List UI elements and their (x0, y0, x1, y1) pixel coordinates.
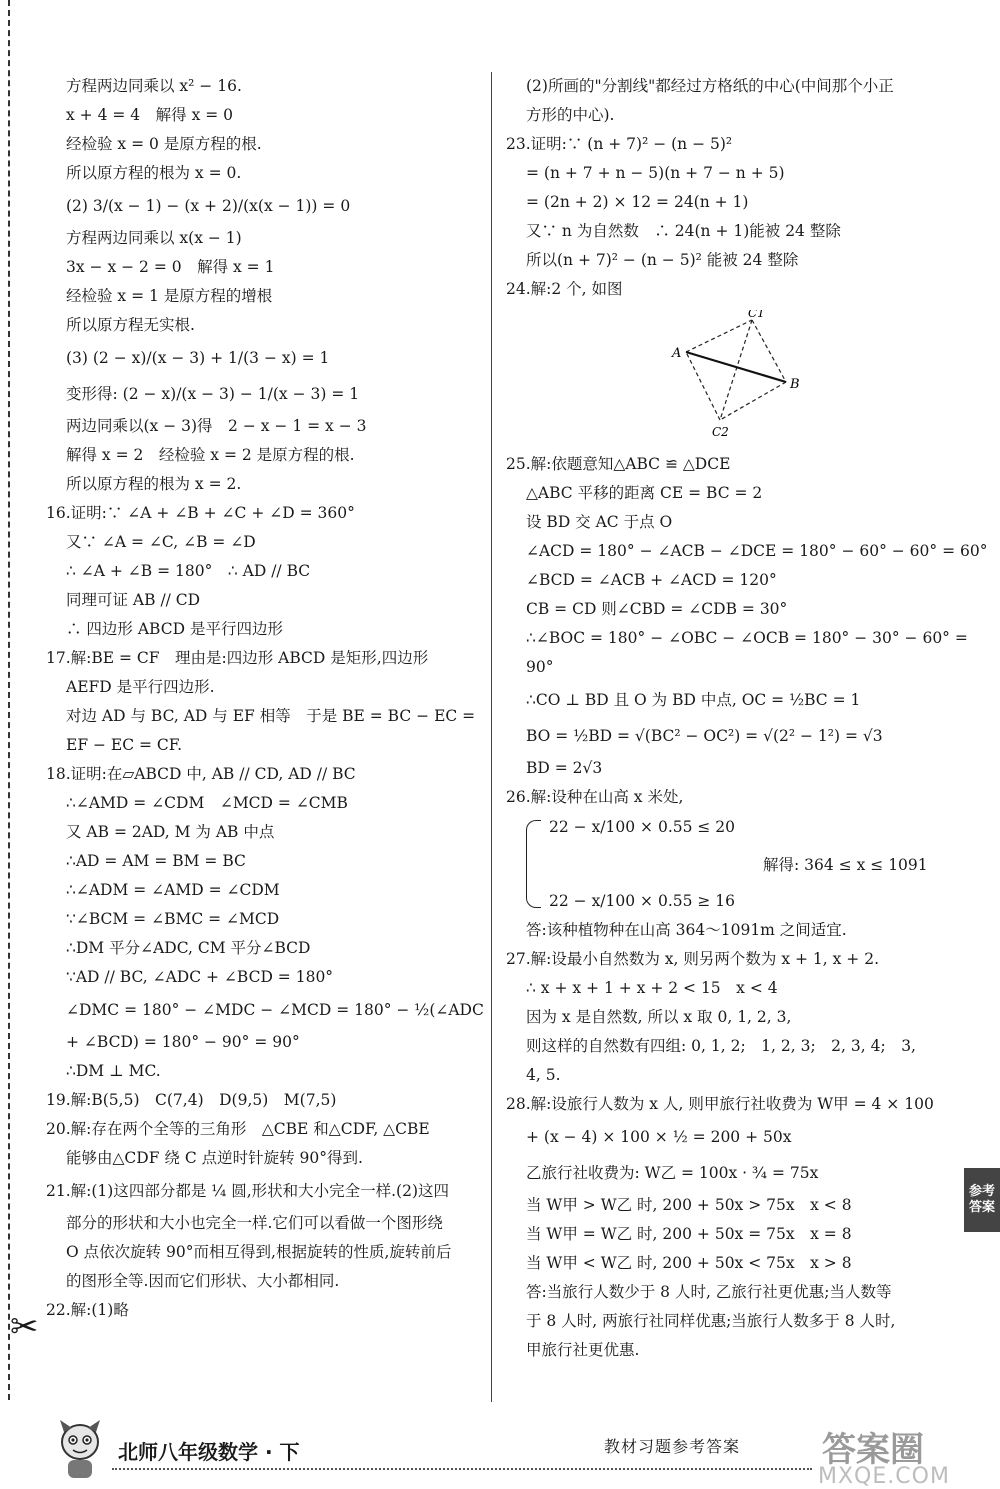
text-line: 对边 AD 与 BC, AD 与 EF 相等 于是 BE = BC − EC = (66, 707, 476, 725)
text-line: (3) (2 − x)/(x − 3) + 1/(3 − x) = 1 (66, 349, 330, 367)
rhombus-figure (670, 310, 800, 440)
column-divider (491, 72, 492, 1402)
inequality-row: 22 − x/100 × 0.55 ≤ 20 (549, 818, 736, 836)
text-line: 又∵ n 为自然数 ∴ 24(n + 1)能被 24 整除 (526, 222, 841, 240)
text-line: ∠BCD = ∠ACB + ∠ACD = 120° (526, 571, 777, 589)
book-title: 北师八年级数学 · 下 (118, 1440, 300, 1464)
cut-line (8, 0, 10, 1400)
watermark-url: MXQE.COM (818, 1464, 950, 1489)
text-line: 方形的中心). (526, 106, 615, 124)
text-line: 甲旅行社更优惠. (526, 1341, 640, 1359)
text-line: ∴ x + x + 1 + x + 2 < 15 x < 4 (526, 979, 778, 997)
inequality-system (526, 812, 948, 916)
system-result: 解得: 364 ≤ x ≤ 1091 (763, 856, 928, 874)
text-line: 两边同乘以(x − 3)得 2 − x − 1 = x − 3 (66, 417, 367, 435)
text-line: x + 4 = 4 解得 x = 0 (66, 106, 234, 124)
text-line: ∴∠AMD = ∠CDM ∠MCD = ∠CMB (66, 794, 348, 812)
text-line: = (n + 7 + n − 5)(n + 7 − n + 5) (526, 164, 785, 182)
text-line: 变形得: (2 − x)/(x − 3) − 1/(x − 3) = 1 (66, 385, 360, 403)
text-line: ∵AD // BC, ∠ADC + ∠BCD = 180° (66, 968, 334, 986)
text-line: ∴CO ⊥ BD 且 O 为 BD 中点, OC = ½BC = 1 (526, 691, 861, 709)
text-line: ∴DM 平分∠ADC, CM 平分∠BCD (66, 939, 311, 957)
page-footer (0, 1410, 1000, 1489)
mascot-icon (56, 1418, 104, 1482)
text-line: 当 W甲 < W乙 时, 200 + 50x < 75x x > 8 (526, 1254, 852, 1272)
label-c1: C1 (748, 310, 765, 320)
text-line: ∵∠BCM = ∠BMC = ∠MCD (66, 910, 280, 928)
text-line: 所以原方程的根为 x = 0. (66, 164, 242, 182)
text-line: 能够由△CDF 绕 C 点逆时针旋转 90°得到. (66, 1149, 363, 1167)
label-c2: C2 (712, 425, 729, 439)
text-line: 26.解:设种在山高 x 米处, (506, 788, 684, 806)
footer-dotted-line (112, 1468, 812, 1470)
text-line: 28.解:设旅行人数为 x 人, 则甲旅行社收费为 W甲 = 4 × 100 (506, 1095, 934, 1113)
text-line: 经检验 x = 0 是原方程的根. (66, 135, 262, 153)
text-line: 于 8 人时, 两旅行社同样优惠;当旅行人数多于 8 人时, (526, 1312, 896, 1330)
text-line: 27.解:设最小自然数为 x, 则另两个数为 x + 1, x + 2. (506, 950, 879, 968)
text-line: 所以(n + 7)² − (n − 5)² 能被 24 整除 (526, 251, 799, 269)
text-line: = (2n + 2) × 12 = 24(n + 1) (526, 193, 749, 211)
text-line: 所以原方程的根为 x = 2. (66, 475, 242, 493)
text-line: 方程两边同乘以 x² − 16. (66, 77, 242, 95)
text-line: 当 W甲 = W乙 时, 200 + 50x = 75x x = 8 (526, 1225, 852, 1243)
text-line: 24.解:2 个, 如图 (506, 280, 623, 298)
scissors-icon: ✂ (10, 1307, 39, 1347)
text-line: 19.解:B(5,5) C(7,4) D(9,5) M(7,5) (46, 1091, 337, 1109)
text-line: CB = CD 则∠CBD = ∠CDB = 30° (526, 600, 788, 618)
text-line: ∴∠ADM = ∠AMD = ∠CDM (66, 881, 280, 899)
text-line: 当 W甲 > W乙 时, 200 + 50x > 75x x < 8 (526, 1196, 852, 1214)
text-line: 22.解:(1)略 (46, 1301, 129, 1319)
text-line: 21.解:(1)这四部分都是 ¼ 圆,形状和大小完全一样.(2)这四 (46, 1182, 450, 1200)
text-line: 因为 x 是自然数, 所以 x 取 0, 1, 2, 3, (526, 1008, 792, 1026)
text-line: 答:当旅行人数少于 8 人时, 乙旅行社更优惠;当人数等 (526, 1283, 892, 1301)
segment-a-c1 (686, 320, 752, 352)
text-line: + ∠BCD) = 180° − 90° = 90° (66, 1033, 300, 1051)
text-line: (2) 3/(x − 1) − (x + 2)/(x(x − 1)) = 0 (66, 197, 351, 215)
text-line: BO = ½BD = √(BC² − OC²) = √(2² − 1²) = √3 (526, 727, 883, 745)
segment-c2-a (686, 352, 720, 420)
text-line: 设 BD 交 AC 于点 O (526, 513, 673, 531)
text-line: 3x − x − 2 = 0 解得 x = 1 (66, 258, 275, 276)
text-line: ∠DMC = 180° − ∠MDC − ∠MCD = 180° − ½(∠ADC (66, 1001, 484, 1019)
system-rows (549, 818, 735, 910)
text-line: ∴DM ⊥ MC. (66, 1062, 161, 1080)
text-line: (2)所画的"分割线"都经过方格纸的中心(中间那个小正 (526, 77, 894, 95)
text-line: 17.解:BE = CF 理由是:四边形 ABCD 是矩形,四边形 (46, 649, 429, 667)
text-line: 又∵ ∠A = ∠C, ∠B = ∠D (66, 533, 256, 551)
text-line: 部分的形状和大小也完全一样.它们可以看做一个图形绕 (66, 1214, 443, 1232)
text-line: ∴AD = AM = BM = BC (66, 852, 246, 870)
text-line: 所以原方程无实根. (66, 316, 195, 334)
text-line: 25.解:依题意知△ABC ≌ △DCE (506, 455, 731, 473)
text-line: ∴∠BOC = 180° − ∠OBC − ∠OCB = 180° − 30° − 60° = (526, 629, 968, 647)
text-line: ∴ 四边形 ABCD 是平行四边形 (66, 620, 283, 638)
text-line: 解得 x = 2 经检验 x = 2 是原方程的根. (66, 446, 355, 464)
text-line: 则这样的自然数有四组: 0, 1, 2; 1, 2, 3; 2, 3, 4; 3, (526, 1037, 916, 1055)
text-line: 方程两边同乘以 x(x − 1) (66, 229, 242, 247)
section-title: 教材习题参考答案 (604, 1437, 741, 1456)
text-line: 经检验 x = 1 是原方程的增根 (66, 287, 273, 305)
left-column (46, 72, 484, 1325)
text-line: 23.证明:∵ (n + 7)² − (n − 5)² (506, 135, 733, 153)
text-line: 同理可证 AB // CD (66, 591, 201, 609)
watermark: 答案圈 (822, 1430, 924, 1470)
text-line: AEFD 是平行四边形. (66, 678, 215, 696)
text-line: BD = 2√3 (526, 759, 603, 777)
text-line: 18.证明:在▱ABCD 中, AB // CD, AD // BC (46, 765, 356, 783)
text-line: ∠ACD = 180° − ∠ACB − ∠DCE = 180° − 60° − 60° = 60° (526, 542, 988, 560)
text-line: 4, 5. (526, 1066, 561, 1084)
text-line: EF − EC = CF. (66, 736, 183, 754)
label-a: A (672, 346, 682, 361)
text-line: △ABC 平移的距离 CE = BC = 2 (526, 484, 763, 502)
segment-a-b (686, 352, 786, 382)
text-line: 90° (526, 658, 554, 676)
text-line: + (x − 4) × 100 × ½ = 200 + 50x (526, 1128, 792, 1146)
text-line: 的图形全等.因而它们形状、大小都相同. (66, 1272, 340, 1290)
text-line: 乙旅行社收费为: W乙 = 100x · ¾ = 75x (526, 1164, 819, 1182)
brace (526, 820, 541, 908)
reference-answer-tab: 参考答案 (964, 1168, 1000, 1232)
label-b: B (790, 377, 800, 392)
text-line: 16.证明:∵ ∠A + ∠B + ∠C + ∠D = 360° (46, 504, 355, 522)
text-line: ∴ ∠A + ∠B = 180° ∴ AD // BC (66, 562, 311, 580)
text-line: 20.解:存在两个全等的三角形 △CBE 和△CDF, △CBE (46, 1120, 430, 1138)
inequality-row: 22 − x/100 × 0.55 ≥ 16 (549, 892, 736, 910)
text-line: 答:该种植物种在山高 364～1091m 之间适宜. (526, 921, 847, 939)
text-line: 又 AB = 2AD, M 为 AB 中点 (66, 823, 275, 841)
text-line: O 点依次旋转 90°而相互得到,根据旋转的性质,旋转前后 (66, 1243, 452, 1261)
